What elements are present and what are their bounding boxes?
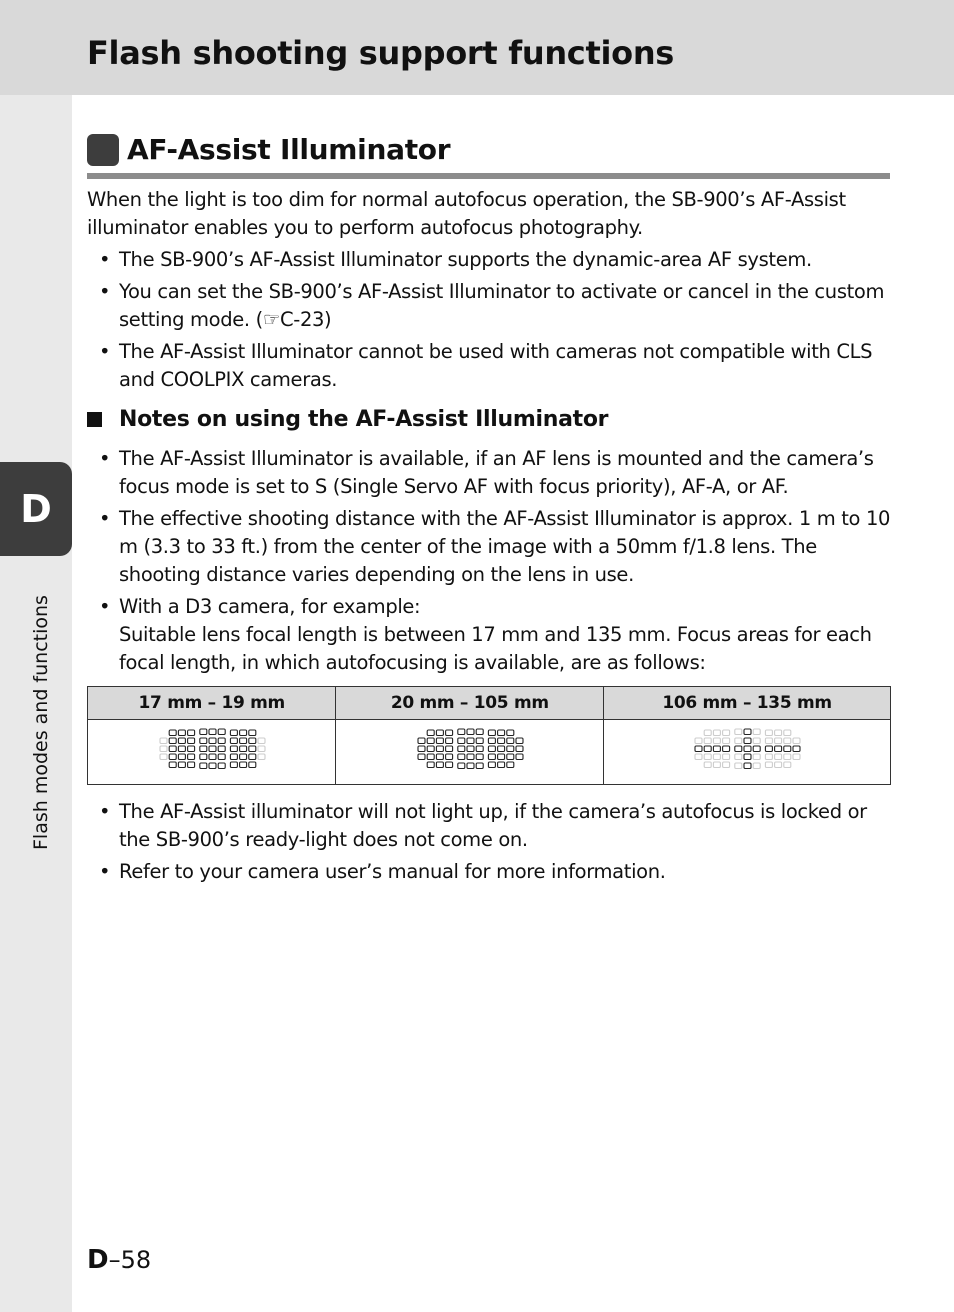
focus-point (239, 730, 246, 736)
chapter-tab: D (0, 462, 72, 556)
focus-point (516, 738, 523, 744)
focus-point (488, 762, 495, 768)
focus-point (200, 746, 207, 752)
focus-point (178, 738, 185, 744)
focus-point (497, 754, 504, 760)
list-item: • The effective shooting distance with the AF-Assist Illuminator is approx. 1 m to 10 m (3.3 to 33 ft.) from the center of the image with a 50mm f/1.8 lens. The shooting distance varies depending on the lens in use. (87, 505, 892, 589)
focus-point (507, 754, 514, 760)
focus-point (218, 754, 225, 760)
list-item: • Refer to your camera user’s manual for more information. (87, 858, 892, 886)
square-bullet-icon (87, 412, 102, 427)
notes-block (87, 441, 892, 677)
focus-point (744, 738, 751, 744)
focus-point (169, 754, 176, 760)
focus-point (765, 762, 772, 768)
intro-text: When the light is too dim for normal autofocus operation, the SB-900’s AF-Assist illuminator enables you to perform autofocus photography. (87, 188, 846, 239)
focus-point (765, 738, 772, 744)
focus-point (507, 746, 514, 752)
focus-point (723, 738, 730, 744)
focus-point (445, 762, 452, 768)
focus-point (230, 762, 237, 768)
focus-point (488, 754, 495, 760)
focus-point (467, 746, 474, 752)
list-item: • The AF-Assist Illuminator is available, if an AF lens is mounted and the camera’s focus mode is set to S (Single Servo AF with focus priority), AF-A, or AF. (87, 445, 892, 501)
focus-point (467, 729, 474, 735)
focus-point (458, 729, 465, 735)
focus-point (775, 738, 782, 744)
focus-area-diagram (157, 728, 267, 772)
focus-point (765, 754, 772, 760)
focus-point (169, 762, 176, 768)
heading-rule (87, 173, 890, 179)
page-prefix: D (87, 1245, 109, 1275)
focus-point (735, 763, 742, 769)
section-title: AF-Assist Illuminator (127, 133, 451, 166)
page-title: Flash shooting support functions (87, 34, 675, 72)
focus-point (467, 763, 474, 769)
focus-point (436, 754, 443, 760)
focus-point (723, 754, 730, 760)
focus-point (230, 754, 237, 760)
focus-point (713, 762, 720, 768)
focus-point (753, 763, 760, 769)
section-heading (87, 133, 450, 166)
focus-point (744, 729, 751, 735)
focus-point (427, 746, 434, 752)
focus-point (200, 754, 207, 760)
focus-point (793, 746, 800, 752)
focus-point (516, 746, 523, 752)
focus-point (218, 729, 225, 735)
focus-point (239, 762, 246, 768)
focus-point (178, 746, 185, 752)
focus-point (458, 738, 465, 744)
focus-point (209, 763, 216, 769)
focus-point (497, 746, 504, 752)
focus-point (200, 738, 207, 744)
focus-point (704, 746, 711, 752)
focus-point (187, 746, 194, 752)
focus-point (735, 729, 742, 735)
focus-point (418, 738, 425, 744)
after-table-block (87, 794, 892, 886)
focus-point (784, 738, 791, 744)
focus-point (476, 746, 483, 752)
page-number (87, 1245, 151, 1275)
focus-point (249, 746, 256, 752)
focus-point (230, 746, 237, 752)
focus-point (458, 754, 465, 760)
focus-point (445, 730, 452, 736)
focus-point (507, 762, 514, 768)
focus-diagram-cell (336, 720, 604, 785)
focus-point (178, 730, 185, 736)
focus-point (704, 730, 711, 736)
header-band (0, 0, 954, 95)
focus-point (445, 738, 452, 744)
focus-point (753, 754, 760, 760)
focus-point (735, 746, 742, 752)
table-header: 17 mm – 19 mm (88, 687, 336, 720)
focus-point (209, 738, 216, 744)
focus-point (200, 763, 207, 769)
focus-point (723, 746, 730, 752)
focus-point (476, 738, 483, 744)
list-item: • The SB-900’s AF-Assist Illuminator supports the dynamic-area AF system. (87, 246, 892, 274)
focus-point (436, 746, 443, 752)
focus-point (418, 746, 425, 752)
focus-point (209, 754, 216, 760)
notes-heading (87, 407, 608, 432)
focus-point (436, 762, 443, 768)
focus-point (258, 754, 265, 760)
focus-point (784, 762, 791, 768)
focus-point (476, 754, 483, 760)
focus-point (765, 746, 772, 752)
notes-title: Notes on using the AF-Assist Illuminator (119, 407, 609, 432)
page-num: –58 (108, 1246, 152, 1274)
chapter-label: Flash modes and functions (30, 595, 52, 850)
focus-point (187, 730, 194, 736)
focus-point (418, 754, 425, 760)
focus-point (249, 730, 256, 736)
focus-point (784, 754, 791, 760)
focus-diagram-cell (88, 720, 336, 785)
focus-point (488, 730, 495, 736)
focus-point (775, 762, 782, 768)
focus-point (169, 738, 176, 744)
focus-point (704, 762, 711, 768)
focus-point (249, 754, 256, 760)
focus-point (427, 738, 434, 744)
focus-point (497, 762, 504, 768)
focus-point (467, 754, 474, 760)
focus-point (458, 746, 465, 752)
focus-point (218, 746, 225, 752)
focus-point (775, 730, 782, 736)
focus-point (209, 729, 216, 735)
focus-point (507, 730, 514, 736)
focus-point (458, 763, 465, 769)
table-header: 20 mm – 105 mm (336, 687, 604, 720)
focus-point (218, 763, 225, 769)
focus-point (775, 754, 782, 760)
focus-point (169, 730, 176, 736)
focus-point (218, 738, 225, 744)
focus-point (169, 746, 176, 752)
focus-point (695, 738, 702, 744)
focus-point (249, 762, 256, 768)
list-item: • You can set the SB-900’s AF-Assist Illuminator to activate or cancel in the custom setting mode. (☞C-23) (87, 278, 892, 334)
example-intro: With a D3 camera, for example: (119, 595, 421, 618)
focus-point (488, 738, 495, 744)
focus-point (160, 738, 167, 744)
focus-point (695, 754, 702, 760)
focus-point (230, 738, 237, 744)
focus-point (427, 730, 434, 736)
focus-point (200, 729, 207, 735)
focus-point (209, 746, 216, 752)
focus-point (497, 738, 504, 744)
focus-point (160, 746, 167, 752)
focus-point (476, 763, 483, 769)
focus-point (704, 754, 711, 760)
focus-point (230, 730, 237, 736)
focus-point (178, 762, 185, 768)
focus-point (695, 746, 702, 752)
list-item: • The AF-Assist illuminator will not light up, if the camera’s autofocus is locked or the SB-900’s ready-light does not come on. (87, 798, 892, 854)
focus-point (488, 746, 495, 752)
focus-area-diagram (415, 728, 525, 772)
focus-point (476, 729, 483, 735)
focus-point (239, 738, 246, 744)
focus-point (713, 730, 720, 736)
focus-point (239, 754, 246, 760)
focus-point (187, 738, 194, 744)
focus-diagram-cell (604, 720, 891, 785)
list-item (87, 593, 892, 677)
focus-point (445, 754, 452, 760)
focus-point (178, 754, 185, 760)
focus-point (187, 762, 194, 768)
focus-point (784, 746, 791, 752)
focus-point (436, 730, 443, 736)
focus-point (467, 738, 474, 744)
focus-point (713, 754, 720, 760)
focus-point (765, 730, 772, 736)
focus-point (735, 754, 742, 760)
focus-point (744, 754, 751, 760)
focus-point (258, 738, 265, 744)
focus-point (713, 738, 720, 744)
focus-point (753, 738, 760, 744)
square-bullet-icon (87, 134, 119, 166)
focus-point (753, 746, 760, 752)
focus-point (744, 746, 751, 752)
intro-block (87, 186, 892, 394)
focus-point (753, 729, 760, 735)
focus-area-diagram (692, 728, 802, 772)
focus-point (723, 730, 730, 736)
focus-point (436, 738, 443, 744)
focus-point (735, 738, 742, 744)
focus-point (793, 738, 800, 744)
focus-point (445, 746, 452, 752)
focus-point (497, 730, 504, 736)
focus-point (775, 746, 782, 752)
focus-point (160, 754, 167, 760)
table-header: 106 mm – 135 mm (604, 687, 891, 720)
focus-point (249, 738, 256, 744)
focus-area-table (87, 686, 891, 785)
example-text: Suitable lens focal length is between 17 mm and 135 mm. Focus areas for each focal length, in which autofocusing is available, are as follows: (119, 623, 872, 674)
focus-point (187, 754, 194, 760)
focus-point (723, 762, 730, 768)
focus-point (507, 738, 514, 744)
focus-point (784, 730, 791, 736)
focus-point (516, 754, 523, 760)
focus-point (427, 754, 434, 760)
focus-point (793, 754, 800, 760)
focus-point (744, 763, 751, 769)
focus-point (704, 738, 711, 744)
focus-point (239, 746, 246, 752)
focus-point (713, 746, 720, 752)
focus-point (427, 762, 434, 768)
focus-point (258, 746, 265, 752)
list-item: • The AF-Assist Illuminator cannot be used with cameras not compatible with CLS and COOLPIX cameras. (87, 338, 892, 394)
